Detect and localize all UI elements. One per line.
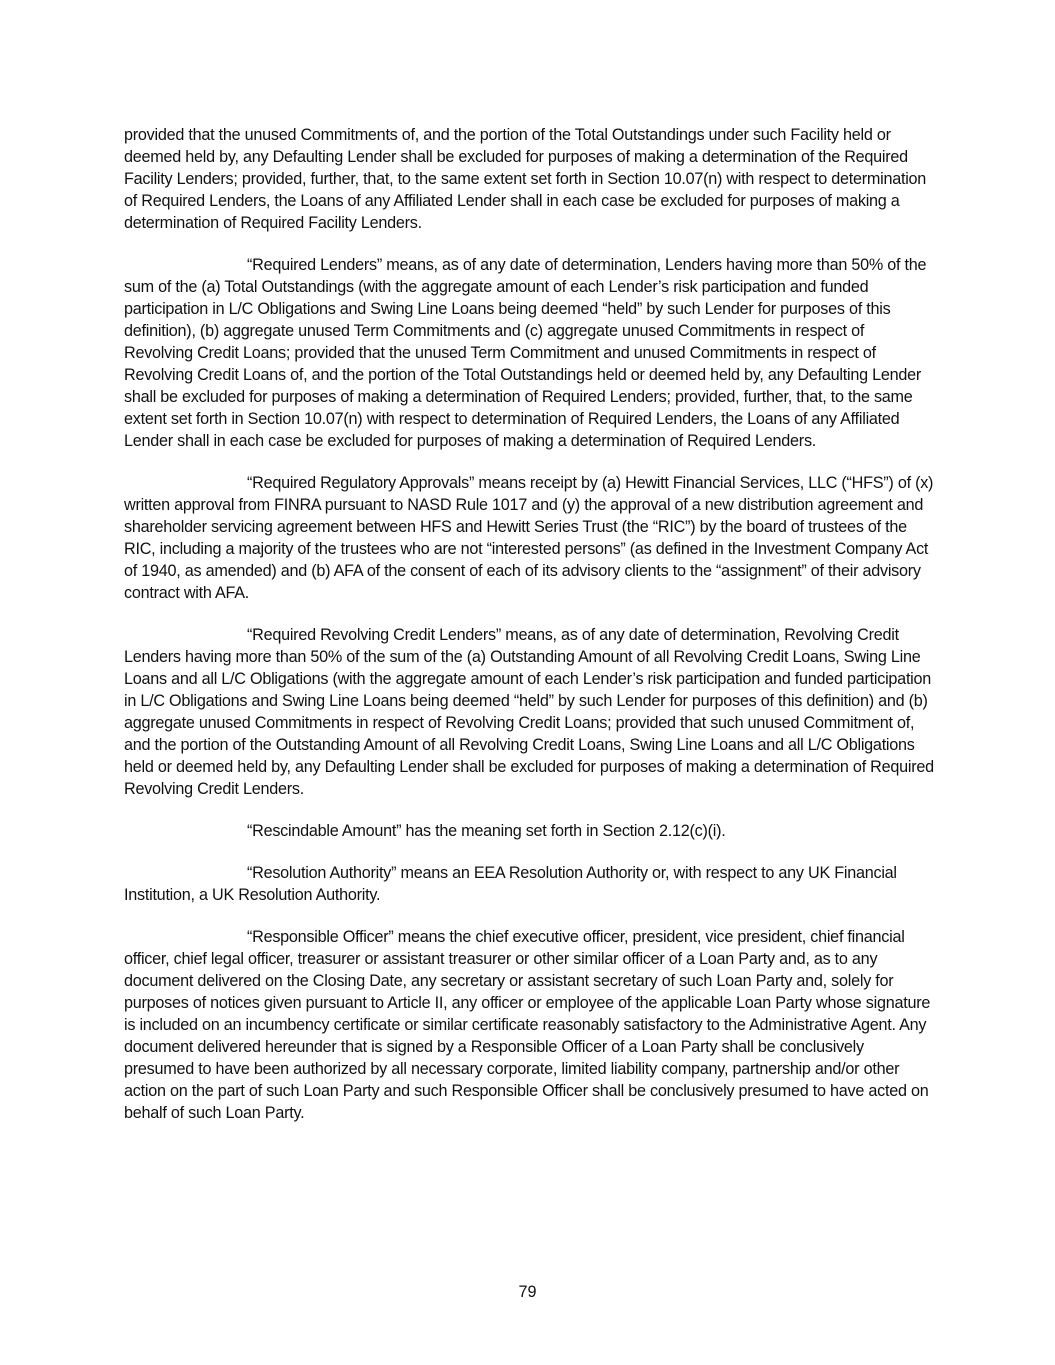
definition-required-lenders: “Required Lenders” means, as of any date of determination, Lenders having more than 50% of the sum of the (a) Total Outstandings (with the aggregate amount of each Lender’s risk participation and funded participation in L/C Obligations and Swing Line Loans being deemed “held” by such Lender for purposes of this definition), (b) aggregate unused Term Commitments and (c) aggregate unused Commitments in respect of Revolving Credit Loans; provided that the unused Term Commitment and unused Commitments in respect of Revolving Credit Loans of, and the portion of the Total Outstandings held or deemed held by, any Defaulting Lender shall be excluded for purposes of making a determination of Required Lenders; provided, further, that, to the same extent set forth in Section 10.07(n) with respect to determination of Required Lenders, the Loans of any Affiliated Lender shall in each case be excluded for purposes of making a determination of Required Lenders. (124, 256, 927, 450)
paragraph-required-facility-lenders-continued: provided that the unused Commitments of, and the portion of the Total Outstandings under such Facility held or deemed held by, any Defaulting Lender shall be excluded for purposes of making a determination of the Required Facility Lenders; provided, further, that, to the same extent set forth in Section 10.07(n) with respect to determination of Required Lenders, the Loans of any Affiliated Lender shall in each case be excluded for purposes of making a determination of Required Facility Lenders. (124, 126, 927, 232)
definition-rescindable-amount: “Rescindable Amount” has the meaning set forth in Section 2.12(c)(i). (247, 822, 726, 840)
document-page (124, 124, 934, 1144)
definition-resolution-authority: “Resolution Authority” means an EEA Resolution Authority or, with respect to any UK Financial Institution, a UK Resolution Authority. (124, 864, 897, 904)
definition-responsible-officer: “Responsible Officer” means the chief executive officer, president, vice president, chief financial officer, chief legal officer, treasurer or assistant treasurer or other similar officer of a Loan Party and, as to any document delivered on the Closing Date, any secretary or assistant secretary of such Loan Party and, solely for purposes of notices given pursuant to Article II, any officer or employee of the applicable Loan Party whose signature is included on an incumbency certificate or similar certificate reasonably satisfactory to the Administrative Agent. Any document delivered hereunder that is signed by a Responsible Officer of a Loan Party shall be conclusively presumed to have been authorized by all necessary corporate, limited liability company, partnership and/or other action on the part of such Loan Party and such Responsible Officer shall be conclusively presumed to have acted on behalf of such Loan Party. (124, 928, 931, 1122)
page-number: 79 (518, 1283, 537, 1301)
definition-required-regulatory-approvals: “Required Regulatory Approvals” means receipt by (a) Hewitt Financial Services, LLC (“HFS”) of (x) written approval from FINRA pursuant to NASD Rule 1017 and (y) the approval of a new distribution agreement and shareholder servicing agreement between HFS and Hewitt Series Trust (the “RIC”) by the board of trustees of the RIC, including a majority of the trustees who are not “interested persons” (as defined in the Investment Company Act of 1940, as amended) and (b) AFA of the consent of each of its advisory clients to the “assignment” of their advisory contract with AFA. (124, 474, 934, 602)
definition-required-revolving-credit-lenders: “Required Revolving Credit Lenders” means, as of any date of determination, Revolving Credit Lenders having more than 50% of the sum of the (a) Outstanding Amount of all Revolving Credit Loans, Swing Line Loans and all L/C Obligations (with the aggregate amount of each Lender’s risk participation and funded participation in L/C Obligations and Swing Line Loans being deemed “held” by such Lender for purposes of this definition) and (b) aggregate unused Commitments in respect of Revolving Credit Loans; provided that such unused Commitment of, and the portion of the Outstanding Amount of all Revolving Credit Loans, Swing Line Loans and all L/C Obligations held or deemed held by, any Defaulting Lender shall be excluded for purposes of making a determination of Required Revolving Credit Lenders. (124, 626, 934, 798)
